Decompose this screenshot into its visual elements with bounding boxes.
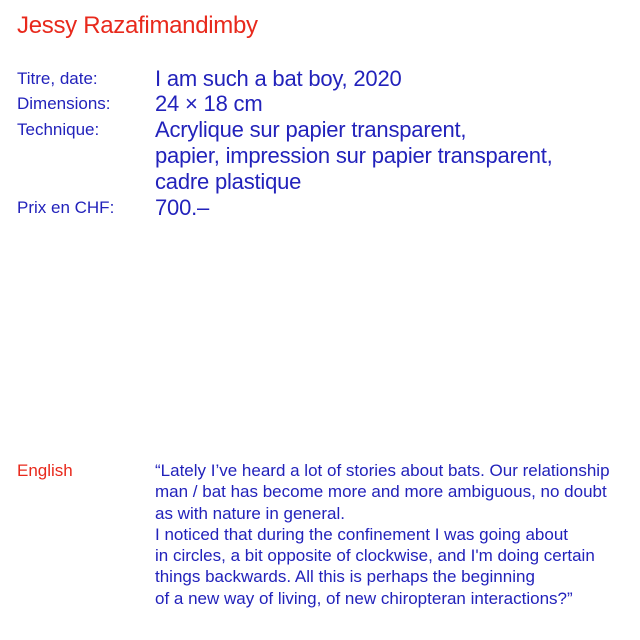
title-value: I am such a bat boy, 2020 [155, 66, 402, 91]
technique-label: Technique: [17, 120, 100, 139]
statement-line: of a new way of living, of new chiropteran interactions?” [155, 588, 573, 608]
statement-line: I noticed that during the confinement I was going about [155, 524, 568, 544]
price-label: Prix en CHF: [17, 198, 115, 217]
dimensions-label: Dimensions: [17, 94, 111, 113]
language-label: English [17, 461, 73, 480]
statement-line: things backwards. All this is perhaps the beginning [155, 567, 535, 587]
artist-statement [155, 460, 635, 609]
statement-line: man / bat has become more and more ambiguous, no doubt [155, 482, 607, 502]
artist-name: Jessy Razafimandimby [17, 12, 258, 39]
dimensions-value: 24 × 18 cm [155, 91, 263, 116]
title-label: Titre, date: [17, 69, 98, 88]
statement-line: in circles, a bit opposite of clockwise, and I'm doing certain [155, 546, 595, 566]
technique-value: Acrylique sur papier transparent, papier, impression sur papier transparent, cadre plastique [155, 117, 553, 194]
statement-line: “Lately I’ve heard a lot of stories about bats. Our relationship [155, 461, 610, 480]
price-value: 700.– [155, 195, 210, 220]
statement-line: as with nature in general. [155, 503, 345, 523]
